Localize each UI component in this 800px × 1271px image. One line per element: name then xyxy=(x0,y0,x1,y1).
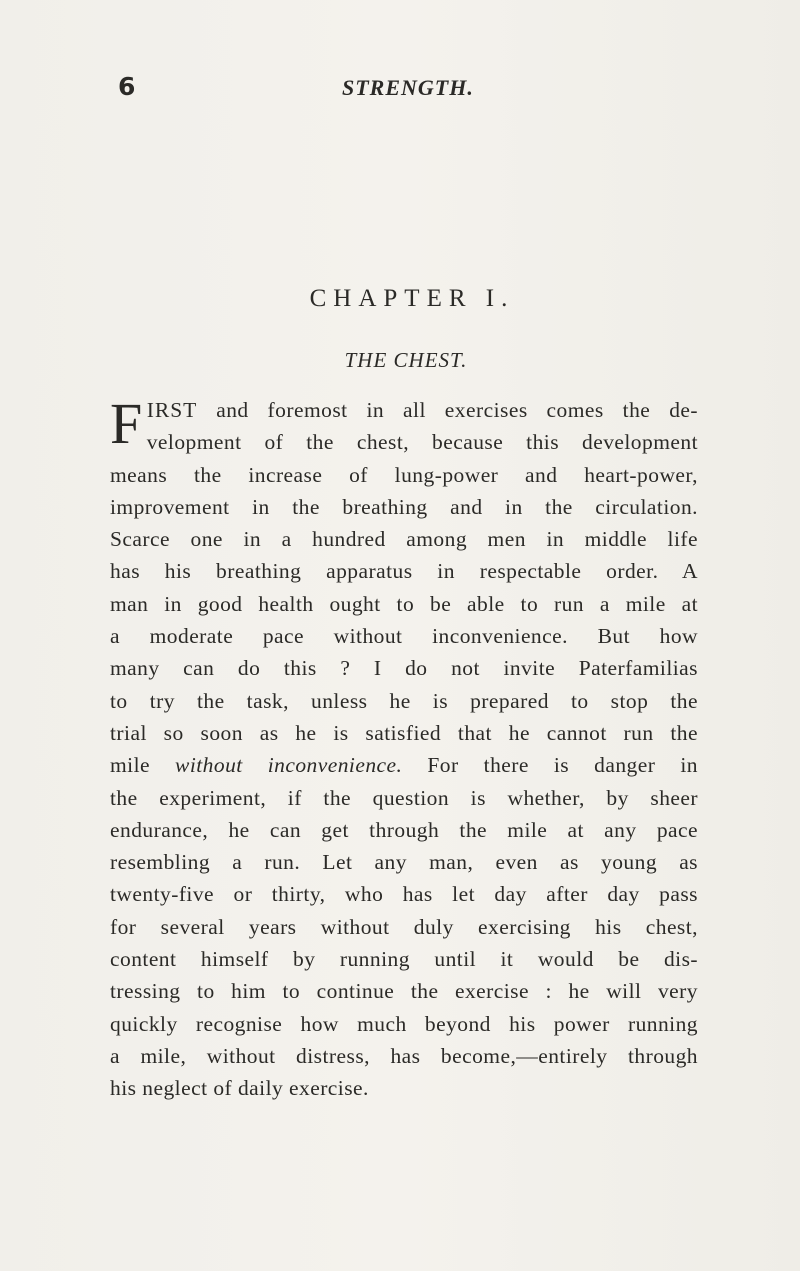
text-line: a mile, without distress, has become,—entirely through xyxy=(110,1043,698,1068)
text-line: velopment of the chest, because this development xyxy=(146,430,698,455)
text-line: many can do this ? I do not invite Paterfamilias xyxy=(110,656,698,681)
drop-cap: F xyxy=(110,391,143,456)
chapter-title: THE CHEST. xyxy=(344,348,468,372)
text-line: a moderate pace without inconvenience. But how xyxy=(110,624,698,649)
text-line: to try the task, unless he is prepared to stop the xyxy=(110,688,698,713)
text-line: quickly recognise how much beyond his power running xyxy=(110,1011,698,1036)
text-line-content: and foremost in all exercises comes the de- xyxy=(197,398,698,422)
text-line xyxy=(110,394,698,426)
text-line: twenty-five or thirty, who has let day after day pass xyxy=(110,882,698,907)
text-line: improvement in the breathing and in the circulation. xyxy=(110,494,698,519)
text-line: tressing to him to continue the exercise : he will very xyxy=(110,979,698,1004)
text-line: for several years without duly exercising his chest, xyxy=(110,914,698,939)
text-line: Scarce one in a hundred among men in middle life xyxy=(110,527,698,552)
text-line: trial so soon as he is satisfied that he cannot run the xyxy=(110,720,698,745)
text-line-last: his neglect of daily exercise. xyxy=(110,1076,369,1101)
chapter-heading: CHAPTER I. xyxy=(309,285,515,312)
text-line: has his breathing apparatus in respectable order. A xyxy=(110,559,698,584)
page-number: 6 xyxy=(118,72,136,101)
body-paragraph xyxy=(110,391,698,1105)
text-line: endurance, he can get through the mile at any pace xyxy=(110,817,698,842)
text-line-start: mile xyxy=(110,753,176,778)
text-line: resembling a run. Let any man, even as young as xyxy=(110,850,698,875)
first-word-rest: IRST xyxy=(146,398,198,422)
text-line-end: For there is danger in xyxy=(402,753,698,778)
page-header xyxy=(118,72,692,112)
emphasized-text: without inconvenience. xyxy=(175,753,403,778)
text-line: means the increase of lung-power and heart-power, xyxy=(110,462,698,487)
text-line: content himself by running until it would be dis- xyxy=(110,947,698,972)
text-line: the experiment, if the question is whether, by sheer xyxy=(110,785,698,810)
text-line xyxy=(110,749,698,781)
text-line: man in good health ought to be able to run a mile at xyxy=(110,591,698,616)
running-head: STRENGTH. xyxy=(342,75,474,100)
